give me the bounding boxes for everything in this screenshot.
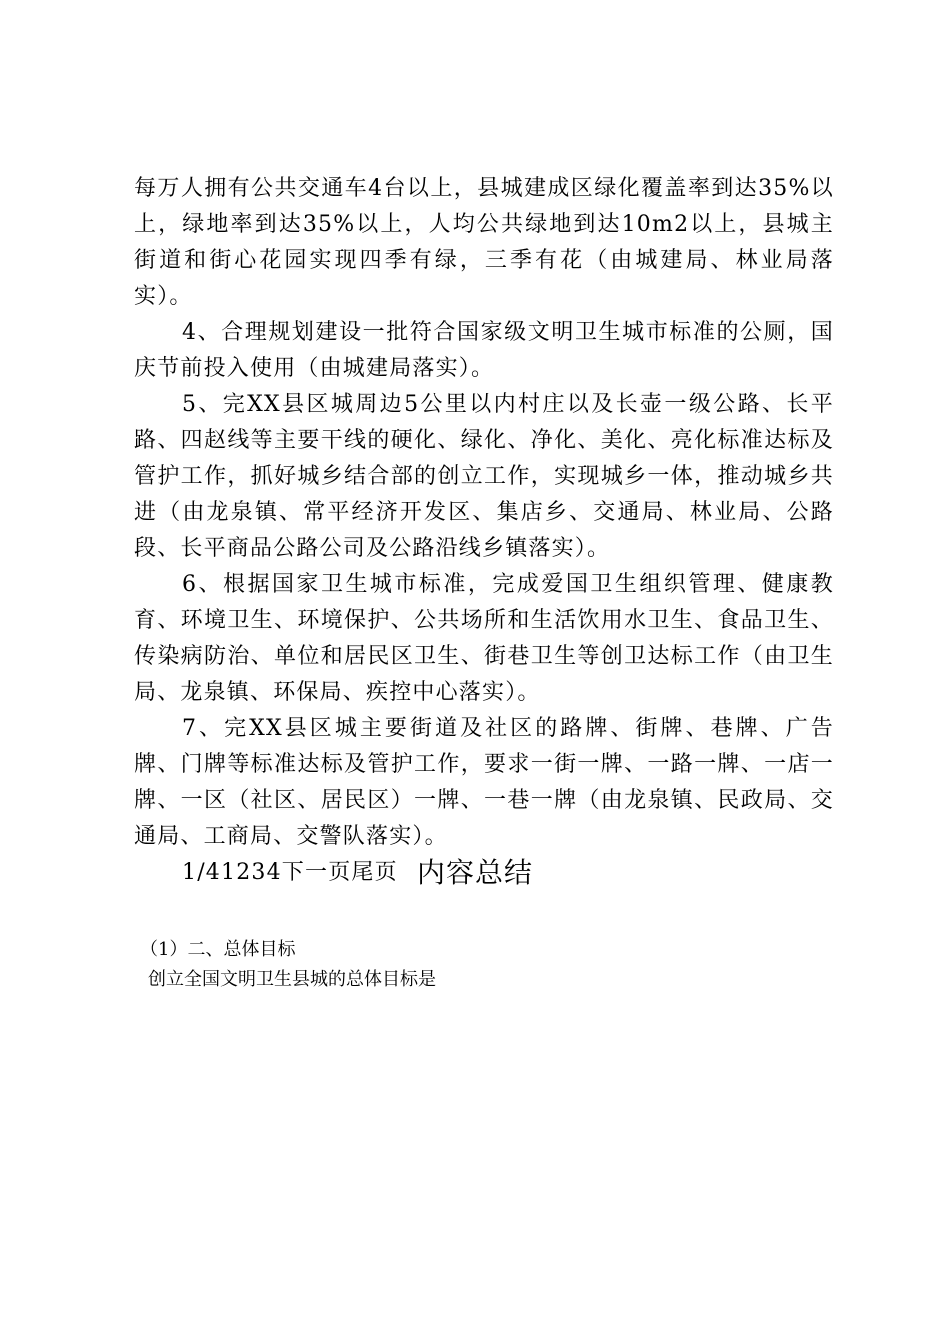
summary-item-1: （1）二、总体目标 <box>140 939 296 960</box>
summary-title: 内容总结 <box>416 856 533 889</box>
paragraph-item-6: 6、根据国家卫生城市标准，完成爱国卫生组织管理、健康教育、环境卫生、环境保护、公共场所和生活饮用水卫生、食品卫生、传染病防治、单位和居民区卫生、街巷卫生等创卫达标工作（由卫生局、龙泉镇、环保局、疾控中心落实）。 <box>134 572 834 705</box>
paragraph-item-5: 5、完XX县区城周边5公里以内村庄以及长壶一级公路、长平路、四赵线等主要干线的硬化、绿化、净化、美化、亮化标准达标及管护工作，抓好城乡结合部的创立工作，实现城乡一体，推动城乡共进（由龙泉镇、常平经济开发区、集店乡、交通局、林业局、公路段、长平商品公路公司及公路沿线乡镇落实）。 <box>134 392 834 561</box>
paragraph-item-4: 4、合理规划建设一批符合国家级文明卫生城市标准的公厕，国庆节前投入使用（由城建局落实）。 <box>134 320 834 381</box>
paragraph-continuation: 每万人拥有公共交通车4台以上，县城建成区绿化覆盖率到达35%以上，绿地率到达35%以上，人均公共绿地到达10m2以上，县城主街道和街心花园实现四季有绿，三季有花（由城建局、林业局落实）。 <box>134 176 834 309</box>
pagination-text: 1/41234下一页尾页 <box>182 860 398 885</box>
paragraph-item-7: 7、完XX县区城主要街道及社区的路牌、街牌、巷牌、广告牌、门牌等标准达标及管护工作，要求一街一牌、一路一牌、一店一牌、一区（社区、居民区）一牌、一巷一牌（由龙泉镇、民政局、交通局、工商局、交警队落实）。 <box>134 716 834 849</box>
document-body <box>134 171 834 891</box>
summary-item-2: 创立全国文明卫生县城的总体目标是 <box>148 969 436 990</box>
